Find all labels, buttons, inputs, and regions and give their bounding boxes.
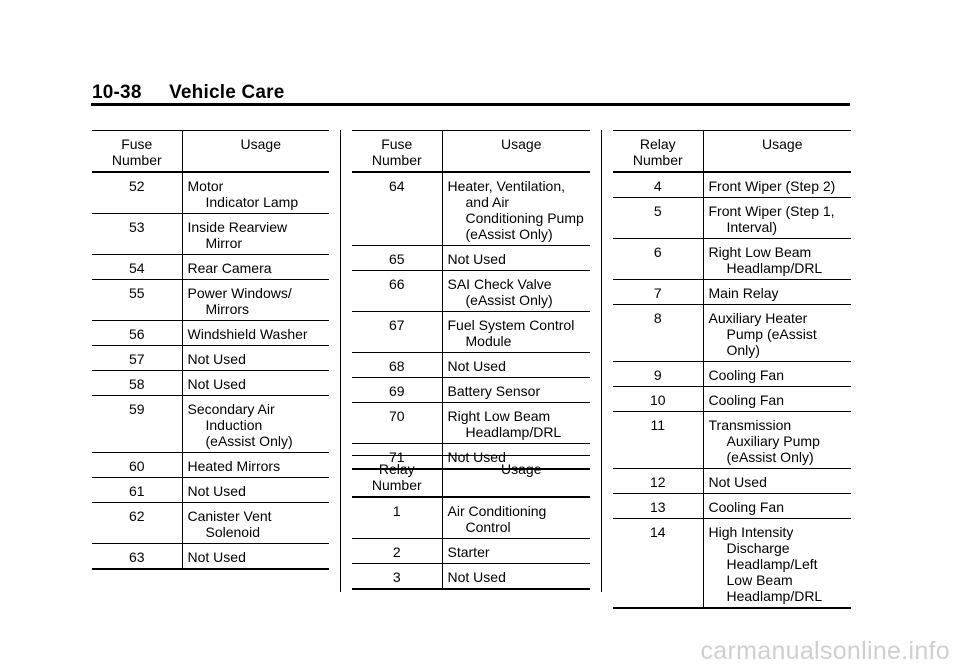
- table-row: [352, 564, 590, 590]
- cell-number: 70: [352, 403, 442, 444]
- cell-usage: Auxiliary Heater Pump (eAssist Only): [703, 305, 851, 362]
- cell-usage: Heated Mirrors: [182, 453, 329, 478]
- table-row: [92, 321, 329, 346]
- cell-usage: Not Used: [182, 371, 329, 396]
- table-row: [352, 172, 590, 246]
- column-header-number: Fuse Number: [92, 131, 182, 173]
- table-row: [92, 255, 329, 280]
- table-row: [352, 312, 590, 353]
- cell-number: 58: [92, 371, 182, 396]
- cell-usage: Right Low Beam Headlamp/DRL: [442, 403, 590, 444]
- fuse-table-2: [352, 130, 590, 470]
- cell-number: 68: [352, 353, 442, 378]
- table-row: [613, 280, 851, 305]
- cell-usage: Air Conditioning Control: [442, 497, 590, 539]
- column-divider-1: [340, 130, 341, 592]
- cell-number: 11: [613, 412, 703, 469]
- header-rule: [91, 103, 850, 106]
- cell-number: 55: [92, 280, 182, 321]
- cell-usage: High Intensity Discharge Headlamp/Left Low Beam Headlamp/DRL: [703, 519, 851, 609]
- cell-number: 60: [92, 453, 182, 478]
- table-row: [613, 239, 851, 280]
- table-row: [352, 246, 590, 271]
- table-row: [92, 214, 329, 255]
- cell-usage: Secondary Air Induction (eAssist Only): [182, 396, 329, 453]
- relay-table-1: [352, 455, 590, 590]
- table-row: [613, 494, 851, 519]
- table-row: [613, 198, 851, 239]
- cell-usage: Motor Indicator Lamp: [182, 172, 329, 214]
- table-row: [613, 519, 851, 609]
- cell-usage: Cooling Fan: [703, 387, 851, 412]
- column-header-number: Fuse Number: [352, 131, 442, 173]
- cell-number: 54: [92, 255, 182, 280]
- cell-number: 14: [613, 519, 703, 609]
- cell-number: 64: [352, 172, 442, 246]
- cell-number: 13: [613, 494, 703, 519]
- cell-usage: Front Wiper (Step 2): [703, 172, 851, 198]
- cell-number: 57: [92, 346, 182, 371]
- table-header-row: [92, 131, 329, 173]
- table-row: [92, 396, 329, 453]
- cell-usage: Cooling Fan: [703, 494, 851, 519]
- cell-number: 71: [352, 444, 442, 470]
- cell-number: 59: [92, 396, 182, 453]
- cell-number: 8: [613, 305, 703, 362]
- table-header-row: [352, 131, 590, 173]
- cell-usage: Canister Vent Solenoid: [182, 503, 329, 544]
- table-row: [92, 453, 329, 478]
- table-row: [92, 478, 329, 503]
- cell-usage: Power Windows/ Mirrors: [182, 280, 329, 321]
- watermark: carmanualsonline.info: [700, 637, 950, 665]
- table-row: [92, 346, 329, 371]
- cell-usage: Windshield Washer: [182, 321, 329, 346]
- column-header-usage: Usage: [442, 456, 590, 498]
- fuse-table-1: [92, 130, 329, 570]
- table-row: [92, 544, 329, 570]
- table-row: [613, 362, 851, 387]
- table-row: [352, 378, 590, 403]
- table-row: [92, 371, 329, 396]
- cell-usage: Not Used: [703, 469, 851, 494]
- cell-usage: Fuel System Control Module: [442, 312, 590, 353]
- cell-number: 2: [352, 539, 442, 564]
- cell-number: 67: [352, 312, 442, 353]
- column-header-usage: Usage: [442, 131, 590, 173]
- cell-usage: Rear Camera: [182, 255, 329, 280]
- table-header-row: [613, 131, 851, 173]
- table-row: [352, 497, 590, 539]
- cell-number: 56: [92, 321, 182, 346]
- table-row: [613, 305, 851, 362]
- page-number: 10-38: [92, 82, 142, 103]
- cell-usage: Not Used: [182, 478, 329, 503]
- cell-usage: Not Used: [442, 564, 590, 590]
- cell-number: 65: [352, 246, 442, 271]
- table-row: [613, 469, 851, 494]
- cell-usage: Heater, Ventilation, and Air Conditioning Pump (eAssist Only): [442, 172, 590, 246]
- cell-usage: Front Wiper (Step 1, Interval): [703, 198, 851, 239]
- table-row: [92, 172, 329, 214]
- cell-number: 66: [352, 271, 442, 312]
- cell-usage: Not Used: [182, 544, 329, 570]
- cell-number: 52: [92, 172, 182, 214]
- table-row: [92, 280, 329, 321]
- table-row: [352, 271, 590, 312]
- table-row: [613, 412, 851, 469]
- table-row: [352, 353, 590, 378]
- cell-number: 9: [613, 362, 703, 387]
- column-header-number: Relay Number: [613, 131, 703, 173]
- table-row: [613, 172, 851, 198]
- cell-usage: Transmission Auxiliary Pump (eAssist Only): [703, 412, 851, 469]
- column-header-usage: Usage: [703, 131, 851, 173]
- cell-usage: Not Used: [442, 246, 590, 271]
- cell-number: 69: [352, 378, 442, 403]
- section-title: Vehicle Care: [169, 82, 285, 103]
- table-row: [92, 503, 329, 544]
- cell-number: 63: [92, 544, 182, 570]
- cell-usage: Cooling Fan: [703, 362, 851, 387]
- cell-number: 4: [613, 172, 703, 198]
- column-header-usage: Usage: [182, 131, 329, 173]
- cell-usage: Main Relay: [703, 280, 851, 305]
- cell-number: 5: [613, 198, 703, 239]
- cell-usage: Not Used: [182, 346, 329, 371]
- cell-usage: Not Used: [442, 444, 590, 470]
- cell-number: 1: [352, 497, 442, 539]
- table-row: [613, 387, 851, 412]
- cell-usage: Starter: [442, 539, 590, 564]
- table-row: [352, 539, 590, 564]
- column-header-number: Relay Number: [352, 456, 442, 498]
- cell-number: 3: [352, 564, 442, 590]
- relay-table-2: [613, 130, 851, 609]
- table-header-row: [352, 456, 590, 498]
- cell-usage: Right Low Beam Headlamp/DRL: [703, 239, 851, 280]
- table-row: [352, 403, 590, 444]
- column-divider-2: [601, 130, 602, 592]
- cell-number: 62: [92, 503, 182, 544]
- cell-usage: SAI Check Valve (eAssist Only): [442, 271, 590, 312]
- cell-usage: Inside Rearview Mirror: [182, 214, 329, 255]
- cell-usage: Not Used: [442, 353, 590, 378]
- cell-number: 12: [613, 469, 703, 494]
- cell-usage: Battery Sensor: [442, 378, 590, 403]
- cell-number: 7: [613, 280, 703, 305]
- cell-number: 61: [92, 478, 182, 503]
- cell-number: 6: [613, 239, 703, 280]
- cell-number: 10: [613, 387, 703, 412]
- cell-number: 53: [92, 214, 182, 255]
- page-header: [92, 82, 285, 104]
